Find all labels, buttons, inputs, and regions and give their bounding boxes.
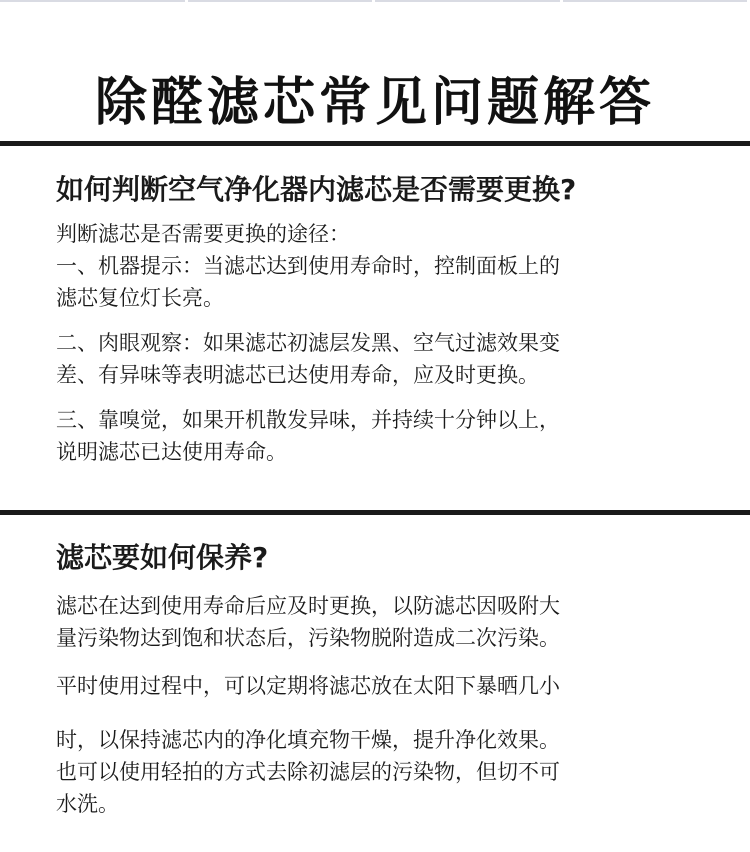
- faq-answer-line: 滤芯在达到使用寿命后应及时更换，以防滤芯因吸附大: [56, 594, 560, 618]
- faq-answer-line: 水洗。: [56, 792, 119, 816]
- section-divider: [0, 141, 750, 146]
- top-strip-segment: [563, 0, 748, 2]
- faq-answer-line: 量污染物达到饱和状态后，污染物脱附造成二次污染。: [56, 626, 560, 650]
- top-strip-segment: [0, 0, 185, 2]
- faq-answer-line: 判断滤芯是否需要更换的途径：: [56, 222, 350, 246]
- faq-answer-line: 时，以保持滤芯内的净化填充物干燥，提升净化效果。: [56, 728, 560, 752]
- faq-section-filter-replacement: [56, 168, 716, 468]
- top-strip-segment: [188, 0, 373, 2]
- page-title: 除醛滤芯常见问题解答: [94, 72, 655, 133]
- top-strip-segment: [375, 0, 560, 2]
- top-edge-strip: [0, 0, 750, 4]
- faq-answer-line: 二、肉眼观察：如果滤芯初滤层发黑、空气过滤效果变: [56, 331, 560, 355]
- faq-answer-line: 一、机器提示：当滤芯达到使用寿命时，控制面板上的: [56, 254, 560, 278]
- faq-answer-line: 三、靠嗅觉，如果开机散发异味，并持续十分钟以上，: [56, 408, 560, 432]
- faq-question: 滤芯要如何保养?: [56, 541, 269, 574]
- faq-answer-line: 差、有异味等表明滤芯已达使用寿命，应及时更换。: [56, 363, 539, 387]
- faq-answer-line: 说明滤芯已达使用寿命。: [56, 440, 287, 464]
- faq-answer-line: 平时使用过程中，可以定期将滤芯放在太阳下暴晒几小: [56, 674, 560, 698]
- faq-section-filter-maintenance: [56, 536, 716, 820]
- faq-answer-line: 也可以使用轻拍的方式去除初滤层的污染物，但切不可: [56, 760, 560, 784]
- faq-question: 如何判断空气净化器内滤芯是否需要更换?: [56, 173, 577, 206]
- section-divider: [0, 510, 750, 515]
- faq-answer-line: 滤芯复位灯长亮。: [56, 286, 224, 310]
